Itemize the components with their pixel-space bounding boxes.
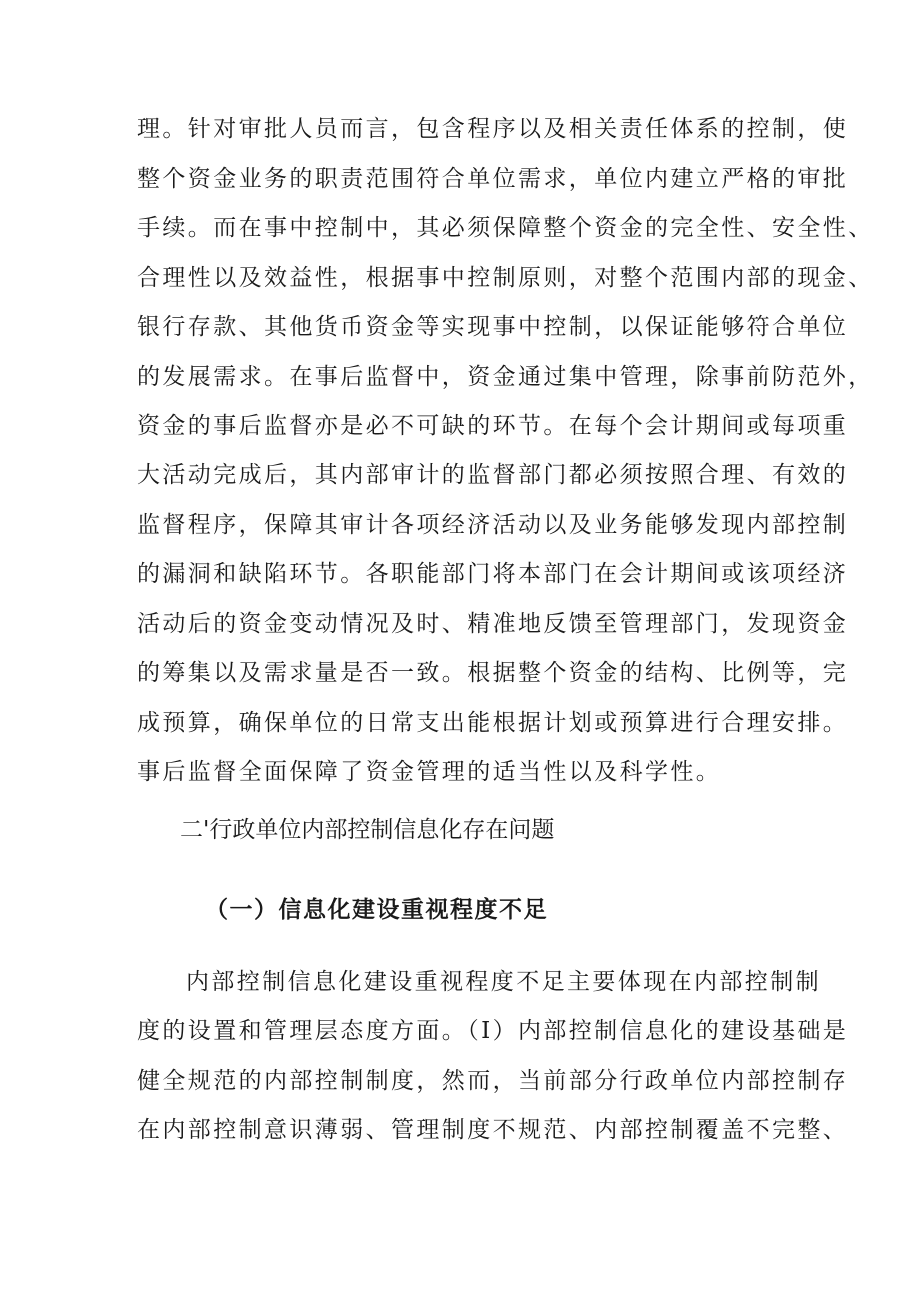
- paragraph-line: 事后监督全面保障了资金管理的适当性以及科学性。: [137, 759, 722, 785]
- paragraph-line: 活动后的资金变动情况及时、精准地反馈至管理部门，发现资金: [137, 611, 849, 637]
- paragraph-line: 合理性以及效益性，根据事中控制原则，对整个范围内部的现金、: [137, 265, 874, 291]
- paragraph-line: 度的设置和管理层态度方面。（I）内部控制信息化的建设基础是: [137, 1018, 849, 1044]
- paragraph-line: 的筹集以及需求量是否一致。根据整个资金的结构、比例等，完: [137, 660, 849, 686]
- paragraph-line: 监督程序，保障其审计各项经济活动以及业务能够发现内部控制: [137, 512, 849, 538]
- paragraph-line: 资金的事后监督亦是必不可缺的环节。在每个会计期间或每项重: [137, 413, 849, 439]
- paragraph-line: 整个资金业务的职责范围符合单位需求，单位内建立严格的审批: [137, 166, 849, 192]
- section-heading: 二'行政单位内部控制信息化存在问题: [180, 817, 555, 843]
- paragraph-line: 理。针对审批人员而言，包含程序以及相关责任体系的控制，使: [137, 116, 849, 142]
- subsection-heading: （一）信息化建设重视程度不足: [205, 896, 548, 923]
- paragraph-line: 内部控制信息化建设重视程度不足主要体现在内部控制制: [186, 969, 821, 995]
- paragraph-line: 健全规范的内部控制制度，然而，当前部分行政单位内部控制存: [137, 1068, 849, 1094]
- paragraph-line: 的发展需求。在事后监督中，资金通过集中管理，除事前防范外，: [137, 364, 874, 390]
- paragraph-line: 的漏洞和缺陷环节。各职能部门将本部门在会计期间或该项经济: [137, 561, 849, 587]
- paragraph-line: 大活动完成后，其内部审计的监督部门都必须按照合理、有效的: [137, 462, 849, 488]
- paragraph-line: 银行存款、其他货币资金等实现事中控制，以保证能够符合单位: [137, 314, 849, 340]
- paragraph-line: 在内部控制意识薄弱、管理制度不规范、内部控制覆盖不完整、: [137, 1117, 849, 1143]
- paragraph-line: 手续。而在事中控制中，其必须保障整个资金的完全性、安全性、: [137, 215, 874, 241]
- paragraph-line: 成预算，确保单位的日常支出能根据计划或预算进行合理安排。: [137, 710, 849, 736]
